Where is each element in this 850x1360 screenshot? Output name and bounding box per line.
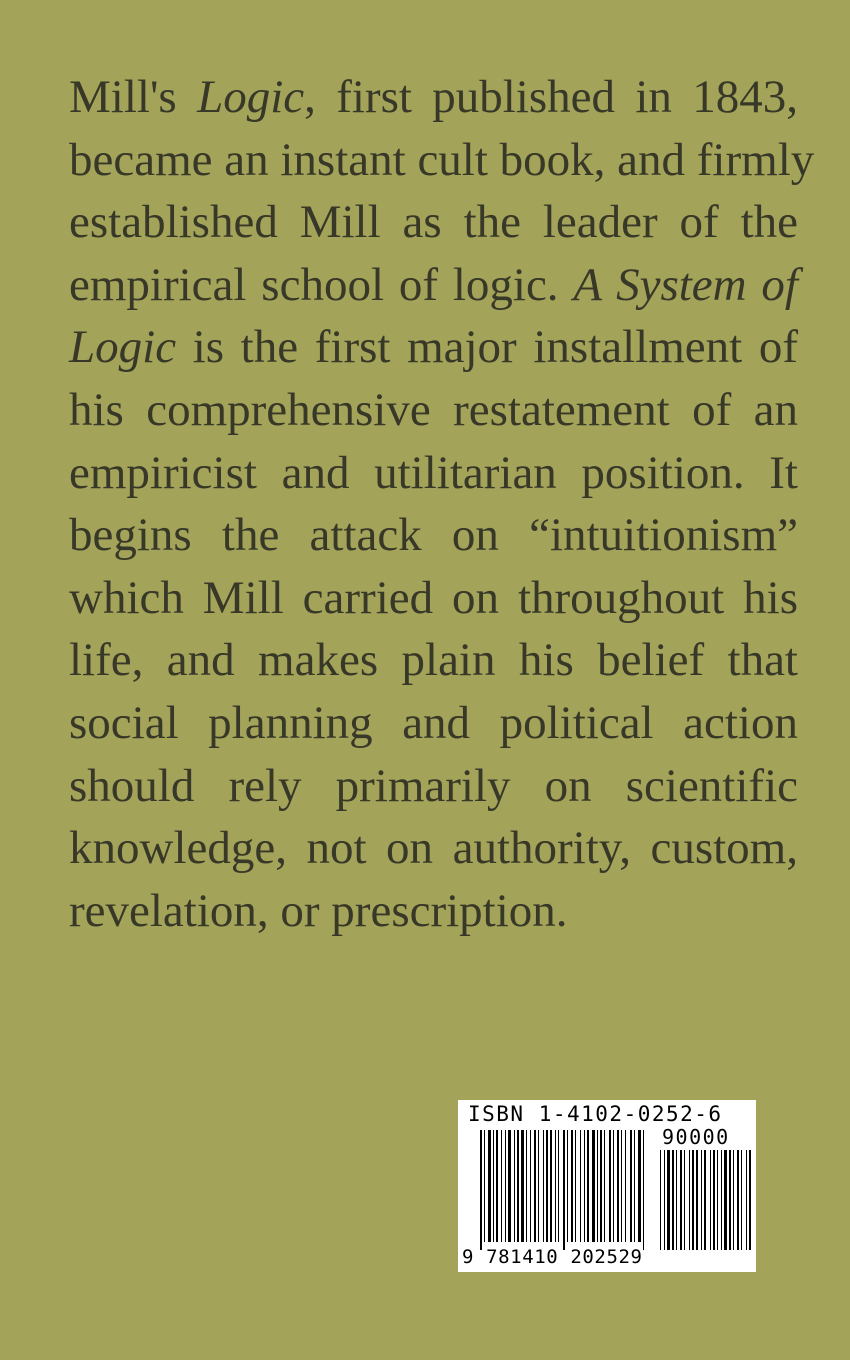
barcode-bar <box>534 1130 536 1242</box>
barcode-bar <box>604 1130 605 1242</box>
barcode-bar <box>575 1130 576 1242</box>
addon-bar <box>729 1150 731 1250</box>
addon-bar <box>713 1150 715 1250</box>
barcode-bar <box>580 1130 581 1242</box>
text-run: , first published in 1843, <box>304 71 798 123</box>
addon-bar <box>749 1150 751 1250</box>
barcode-bar <box>558 1130 559 1242</box>
barcode-bar <box>634 1130 635 1242</box>
blurb-line <box>69 442 798 505</box>
barcode-bar <box>630 1130 632 1242</box>
text-run: established Mill as the leader of the <box>69 196 798 249</box>
blurb-line <box>69 504 798 567</box>
barcode-bar <box>597 1130 598 1242</box>
addon-bar <box>710 1150 711 1250</box>
addon-bar <box>684 1150 685 1250</box>
blurb-line <box>69 755 798 818</box>
blurb-line <box>69 316 798 379</box>
addon-bar <box>746 1150 747 1250</box>
blurb-line <box>69 692 798 755</box>
barcode-bar <box>584 1130 585 1242</box>
blurb-line <box>69 66 798 129</box>
addon-bar <box>689 1150 690 1250</box>
addon-bar <box>737 1150 739 1250</box>
text-run: his comprehensive restatement of an <box>69 383 798 436</box>
blurb-line <box>69 629 798 692</box>
barcode-bar <box>480 1130 482 1250</box>
blurb-line <box>69 379 798 442</box>
blurb-line <box>69 254 798 317</box>
barcode-bar <box>505 1130 506 1242</box>
barcode-bar <box>613 1130 614 1242</box>
text-run: social planning and political action <box>69 696 798 749</box>
barcode-bar <box>543 1130 544 1242</box>
barcode-bar <box>571 1130 573 1242</box>
barcode-bar <box>625 1130 626 1242</box>
barcode-bar <box>493 1130 494 1242</box>
italic-title: Logic <box>69 321 177 374</box>
barcode-bar <box>550 1130 552 1242</box>
barcode-bar <box>514 1130 515 1242</box>
barcode-bar <box>484 1130 485 1242</box>
barcode-bar <box>555 1130 556 1242</box>
addon-bar <box>664 1150 665 1250</box>
text-run: Mill's <box>69 71 198 123</box>
text-run: begins the attack on “intuitionism” <box>69 509 798 562</box>
text-run: became an instant cult book, and firmly <box>69 133 815 186</box>
addon-bar <box>724 1150 727 1250</box>
text-run: which Mill carried on throughout his <box>69 571 798 624</box>
barcode-bar <box>600 1130 602 1242</box>
barcode-bar <box>592 1130 595 1242</box>
addon-bar <box>704 1150 706 1250</box>
barcode-bar <box>638 1130 641 1242</box>
addon-bar <box>660 1150 661 1250</box>
addon-bar <box>672 1150 674 1250</box>
text-run: revelation, or prescription. <box>69 884 568 937</box>
addon-bar <box>667 1150 670 1250</box>
blurb-text <box>69 66 815 942</box>
barcode-bar <box>488 1130 491 1242</box>
barcode-bar <box>643 1130 644 1250</box>
addon-bar <box>733 1150 734 1250</box>
blurb-line <box>69 129 815 192</box>
barcode-bar <box>526 1130 527 1242</box>
addon-bar <box>692 1150 694 1250</box>
addon-bar <box>721 1150 722 1250</box>
text-run: life, and makes plain his belief that <box>69 634 798 687</box>
text-run: empiricist and utilitarian position. It <box>69 446 798 499</box>
barcode-bar <box>496 1130 498 1242</box>
italic-title: Logic <box>197 71 305 123</box>
text-run: should rely primarily on scientific <box>69 759 798 812</box>
barcode-bar <box>521 1130 524 1242</box>
addon-bar <box>741 1150 742 1250</box>
barcode-bar <box>621 1130 622 1242</box>
text-run: is the first major installment of <box>176 321 798 374</box>
barcode-bar <box>617 1130 619 1242</box>
addon-bar <box>717 1150 718 1250</box>
barcode-bar <box>563 1130 565 1250</box>
text-run: empirical school of logic. <box>69 258 574 311</box>
blurb-line <box>69 191 798 254</box>
barcode-bar <box>587 1130 589 1242</box>
price-code: 90000 <box>662 1125 730 1149</box>
barcode-bar <box>546 1130 548 1242</box>
text-run: knowledge, not on authority, custom, <box>69 822 798 875</box>
ean-digits: 9 781410 202529 <box>462 1246 643 1268</box>
barcode-bar <box>609 1130 611 1242</box>
italic-title: A System of <box>573 258 798 311</box>
barcode-bar <box>508 1130 511 1242</box>
barcode-bar <box>517 1130 519 1242</box>
addon-bar <box>701 1150 702 1250</box>
barcode-bar <box>501 1130 502 1242</box>
blurb-line <box>69 880 798 943</box>
blurb-line <box>69 817 798 880</box>
barcode-bar <box>567 1130 568 1242</box>
addon-bar <box>680 1150 682 1250</box>
blurb-line <box>69 567 798 630</box>
barcode-bar <box>530 1130 531 1242</box>
addon-bar <box>676 1150 677 1250</box>
barcode-bar <box>538 1130 539 1242</box>
isbn-barcode <box>458 1100 756 1272</box>
addon-bar <box>696 1150 698 1250</box>
isbn-label: ISBN 1-4102-0252-6 <box>468 1102 723 1126</box>
